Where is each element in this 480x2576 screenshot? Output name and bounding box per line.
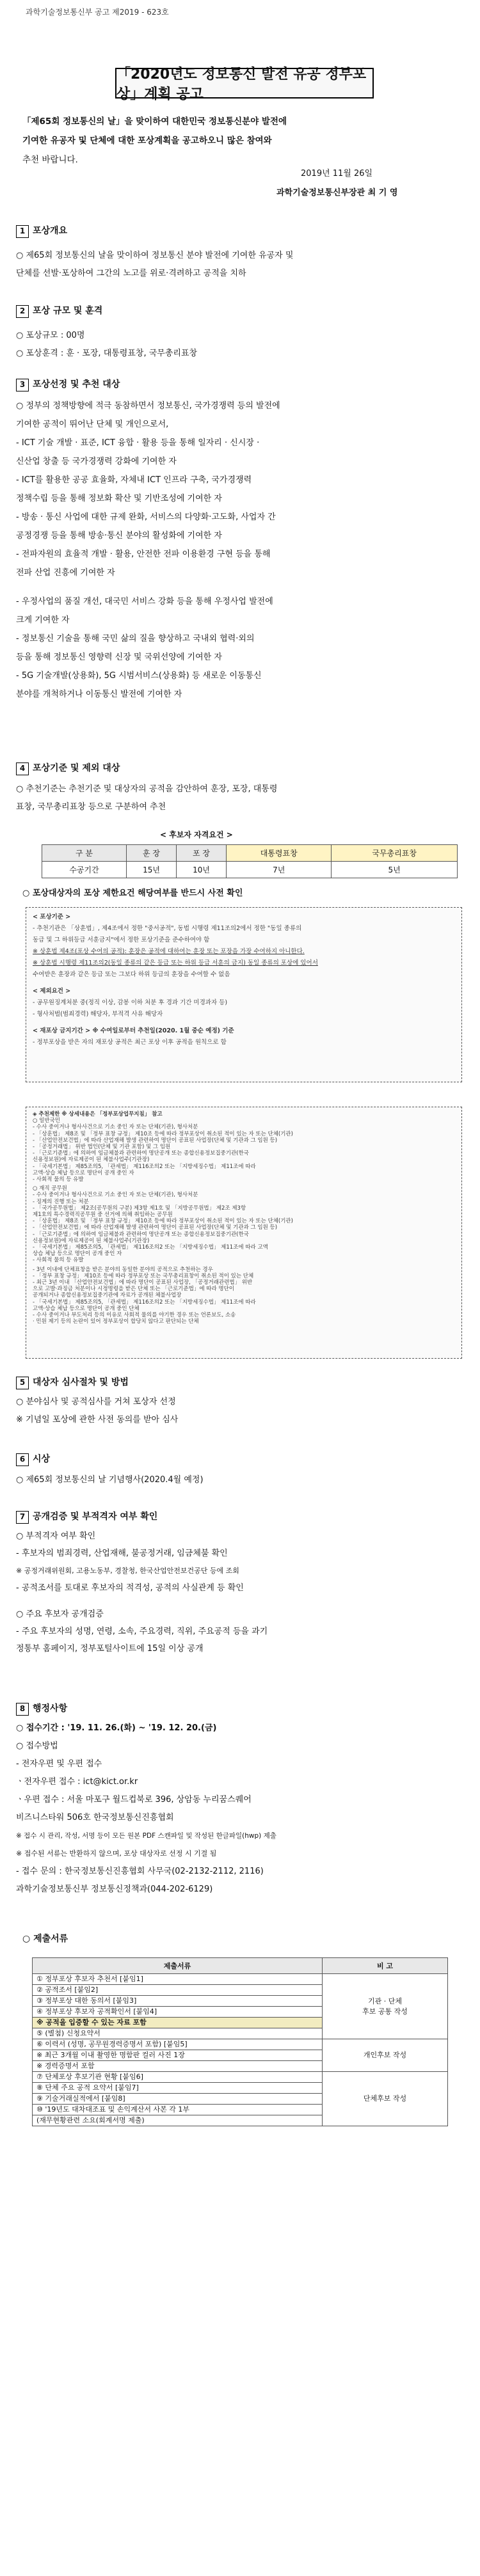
section-scale bbox=[16, 304, 464, 363]
doc-item: ※ 최근 3개월 이내 촬영한 명함판 컬러 사진 1장 bbox=[33, 2050, 323, 2061]
notice-subheading: ◈ 추천제한 ※ 상세내용은 「정부포상업무지침」 참고 bbox=[33, 1111, 163, 1118]
table-header: 구 분 bbox=[42, 845, 127, 862]
text-line: - ICT 기술 개발 · 표준, ICT 융합 · 활용 등을 통해 일자리 · 신시장 · bbox=[16, 438, 260, 448]
section-verification bbox=[16, 1510, 464, 1657]
text-line: ※ 접수된 서류는 반환하지 않으며, 포상 대상자로 선정 시 기결 됨 bbox=[16, 1849, 217, 1858]
section-body bbox=[16, 780, 464, 816]
text-line: 정책수립 등을 통해 정보화 확산 및 기반조성에 기여한 자 bbox=[16, 494, 222, 503]
notice-line: - 「정부 표창 규정」 제10조 등에 따라 정부포상 또는 국무총리표창이 취소된 적이 있는 단체 bbox=[33, 1272, 254, 1279]
text-line: ※ 공정거래위원회, 고용노동부, 경찰청, 한국산업안전보건공단 등에 조회 bbox=[16, 1567, 239, 1575]
notice-line: 고액·상습 체납 등으로 명단이 공개 중인 자 bbox=[33, 1169, 134, 1176]
notice-box-criteria bbox=[26, 907, 462, 1082]
section-number: 2 bbox=[16, 305, 29, 318]
section-body bbox=[16, 1719, 464, 1899]
notice-subheading: < 포상기준 > bbox=[33, 913, 71, 921]
text-line: ㆍ전자우편 접수 : ict@kict.or.kr bbox=[16, 1777, 138, 1787]
section-title: 포상 규모 및 훈격 bbox=[33, 306, 103, 316]
announcement-date: 2019년 11월 26일 bbox=[301, 169, 373, 178]
notice-line: - 「근로기준법」에 의하여 임금체불과 관련하여 명단공개 또는 종합신용정보집중기관(한국 bbox=[33, 1231, 249, 1238]
doc-item: ※ 경력증명서 포함 bbox=[33, 2061, 323, 2072]
notice-line: · 민원 제기 등의 논란이 있어 정부포상이 합당치 않다고 판단되는 단체 bbox=[33, 1318, 199, 1325]
section-number: 3 bbox=[16, 379, 29, 391]
submission-docs-heading: ○ 제출서류 bbox=[22, 1934, 68, 1944]
section-number: 6 bbox=[16, 1453, 29, 1466]
section-title: 시상 bbox=[33, 1454, 51, 1464]
text-line: 신산업 창출 등 국가경쟁력 강화에 기여한 자 bbox=[16, 457, 177, 466]
section-number: 4 bbox=[16, 763, 29, 775]
doc-item: ① 정부포상 후보자 추천서 [붙임1] bbox=[33, 1974, 323, 1985]
doc-item: (재무현황관련 소요(회계서명 제출) bbox=[33, 2115, 323, 2126]
doc-item: ④ 정부포상 후보자 공적확인서 [붙임4] bbox=[33, 2007, 323, 2018]
text-line: 기여한 공적이 뛰어난 단체 및 개인으로서, bbox=[16, 420, 169, 429]
notice-line: - 추천기관은 「상훈법」, 제4조에서 정한 "중서공적", 동법 시행령 제11조의2에서 정한 "동일 종류의 bbox=[33, 925, 302, 932]
award-table-caption: < 후보자 자격요건 > bbox=[160, 830, 233, 839]
doc-item: ⑧ 단체 주요 공적 요약서 [붙임7] bbox=[33, 2083, 323, 2094]
notice-line: - 수사 중이거나 형사사건으로 기소 중인 자 또는 단체(기관), 형사처분 bbox=[33, 1124, 198, 1131]
notice-line: - 「상훈법」 제8조 및 「정부 표창 규정」 제10조 등에 따라 정부포상이 취소된 적이 있는 자 또는 단체(기관) bbox=[33, 1130, 293, 1137]
section-review bbox=[16, 1375, 464, 1429]
section-number: 1 bbox=[16, 225, 29, 238]
text-line: ○ 분야심사 및 공적심사를 거쳐 포상자 선정 bbox=[16, 1397, 176, 1407]
notice-line: - 형사처벌(범죄경력) 해당자, 부적격 사유 해당자 bbox=[33, 1011, 163, 1018]
text-line: ○ 포상규모 : 00명 bbox=[16, 331, 85, 340]
text-line: 공정경쟁 등을 통해 방송·통신 분야의 활성화에 기여한 자 bbox=[16, 531, 222, 541]
notice-line: - 정부포상을 받은 자의 재포상 공적은 최근 포상 이후 공적을 원칙으로 함 bbox=[33, 1039, 227, 1046]
table-header: 국무총리표창 bbox=[332, 845, 458, 862]
text-line: ○ 접수기간 : '19. 11. 26.(화) ~ '19. 12. 20.(금) bbox=[16, 1723, 217, 1733]
section-body bbox=[16, 1471, 464, 1489]
notice-line: - 「국세기본법」 제85조의5, 「관세법」 제116조의2 또는 「지방세징수법」 제11조에 따라 bbox=[33, 1163, 256, 1170]
notice-box-restrictions bbox=[26, 1107, 462, 1359]
doc-item: ⑦ 단체포상 후보기관 현황 [붙임6] bbox=[33, 2072, 323, 2083]
section-heading bbox=[16, 1510, 464, 1524]
doc-item: ⑥ 이력서 (성명, 공무원경력증명서 포함) [붙임5] bbox=[33, 2039, 323, 2050]
section-title: 대상자 심사절차 및 방법 bbox=[33, 1377, 129, 1387]
doc-item: ⑤ (별첨) 신청요약서 bbox=[33, 2028, 323, 2039]
table-header: 비 고 bbox=[323, 1958, 448, 1974]
text-line: ○ 접수방법 bbox=[16, 1741, 58, 1751]
section-heading bbox=[16, 377, 464, 391]
text-line: ○ 부적격자 여부 확인 bbox=[16, 1531, 96, 1541]
text-line: ○ 주요 후보자 공개검증 bbox=[16, 1609, 104, 1619]
notice-line: 상습 체납 등으로 명단이 공개 중인 자 bbox=[33, 1251, 122, 1258]
text-line: - 정보통신 기술을 통해 국민 삶의 질을 향상하고 국내외 협력·외의 bbox=[16, 634, 255, 644]
text-line: ○ 제65회 정보통신의 날 기념행사(2020.4월 예정) bbox=[16, 1475, 204, 1485]
intro-line: 「제65회 정보통신의 날」을 맞이하여 대한민국 정보통신분야 발전에 bbox=[22, 116, 287, 127]
notice-line: ※ 상훈법 시행령 제11조의2(동일 종류의 같은 등급 또는 하위 등급 서훈의 금지) 동일 종류의 포상에 있어서 bbox=[33, 960, 318, 967]
doc-note: 개인후보 작성 bbox=[323, 2039, 448, 2072]
section-heading bbox=[16, 1375, 464, 1389]
table-row bbox=[42, 862, 458, 878]
notice-line: - 「산업안전보건법」에 따라 산업재해 발생 관련하여 명단이 공표된 사업장(단체 및 기관과 그 임원 등) bbox=[33, 1224, 278, 1231]
section-body bbox=[16, 1393, 464, 1429]
text-line: - 전파자원의 효율적 개발 · 활용, 안전한 전파 이용환경 구현 등을 통해 bbox=[16, 549, 271, 559]
notice-subheading: < 제외요건 > bbox=[33, 988, 71, 995]
section-title: 포상기준 및 제외 대상 bbox=[33, 763, 120, 773]
section-body bbox=[16, 1528, 464, 1657]
notice-line: - 「국세기본법」 제85조의5, 「관세법」 제116조의2 또는 「지방세징수법」 제11조에 따라 고액 bbox=[33, 1244, 268, 1251]
notice-line: - 사회적 물의 등 유발 bbox=[33, 1257, 84, 1264]
doc-item: ② 공적조서 [붙임2] bbox=[33, 1985, 323, 1996]
table-row bbox=[33, 2039, 448, 2050]
notice-line: - 수사 중이거나 부도처리 등의 이유로 사회적 물의를 야기한 경우 또는 언론보도, 소송 bbox=[33, 1312, 236, 1319]
table-cell: 5년 bbox=[332, 862, 458, 878]
text-line: 등을 통해 정보통신 영향력 신장 및 국위선양에 기여한 자 bbox=[16, 652, 222, 662]
text-line: ※ 접수 시 관리, 작성, 서명 등이 모든 원본 PDF 스캔파일 및 작성된 한글파일(hwp) 제출 bbox=[16, 1832, 276, 1840]
notice-line: - 수사 중이거나 형사사건으로 기소 중인 자 또는 단체(기관), 형사처분 bbox=[33, 1192, 198, 1199]
section-ceremony bbox=[16, 1452, 464, 1489]
text-line: 단체를 선발·포상하여 그간의 노고를 위로·격려하고 공적을 치하 bbox=[16, 269, 246, 278]
section-overview bbox=[16, 224, 464, 283]
table-header-row bbox=[42, 845, 458, 862]
text-line: - 방송 · 통신 사업에 대한 규제 완화, 서비스의 다양화·고도화, 사업자 간 bbox=[16, 512, 276, 522]
table-cell: 7년 bbox=[227, 862, 332, 878]
notice-line: 수여받은 훈장과 같은 등급 또는 그보다 하위 등급의 훈장을 수여할 수 없음 bbox=[33, 971, 230, 978]
section-criteria bbox=[16, 761, 464, 816]
intro-line: 기여한 유공자 및 단체에 대한 포상계획을 공고하오니 많은 참여와 bbox=[22, 136, 272, 146]
notice-line: - 「상훈법」 제8조 및 「정부 표창 규정」 제10조 등에 따라 정부포상이 취소된 적이 있는 자 또는 단체(기관) bbox=[33, 1218, 293, 1225]
notice-line: ※ 상훈법 제4조(포상 수여의 공적): 훈장은 공적에 대하여는 훈장 또는 포장을 가장 수여하지 아니한다. bbox=[33, 948, 305, 955]
section-heading bbox=[16, 1452, 464, 1466]
text-line: ※ 기념일 포상에 관한 사전 동의를 받아 심사 bbox=[16, 1415, 179, 1425]
table-cell: 10년 bbox=[177, 862, 227, 878]
text-line: - 우정사업의 품질 개선, 대국민 서비스 강화 등을 통해 우정사업 발전에 bbox=[16, 597, 273, 606]
text-line: - 접수 문의 : 한국정보통신진흥협회 사무국(02-2132-2112, 2116) bbox=[16, 1867, 264, 1876]
text-line: 분야를 개척하거나 이동통신 발전에 기여한 자 bbox=[16, 690, 182, 699]
text-line: 전파 산업 진흥에 기여한 자 bbox=[16, 568, 115, 578]
section-admin bbox=[16, 1702, 464, 1899]
notice-line: - 「산업안전보건법」에 따라 산업재해 발생 관련하여 명단이 공표된 사업장(단체 및 기관과 그 임원 등) bbox=[33, 1137, 278, 1144]
notice-line: - 공무원징계처분 중(정직 이상, 감봉 이하 처분 후 경과 기간 미경과자 등) bbox=[33, 999, 228, 1006]
text-line: - 주요 후보자의 성명, 연령, 소속, 주요경력, 직위, 주요공적 등을 과기 bbox=[16, 1627, 268, 1636]
table-row bbox=[33, 1974, 448, 1985]
doc-note: 기관 · 단체 후보 공통 작성 bbox=[323, 1974, 448, 2039]
text-line: 크게 기여한 자 bbox=[16, 615, 70, 625]
doc-item: ※ 공적을 입증할 수 있는 자료 포함 bbox=[33, 2018, 323, 2028]
text-line: 비즈니스타워 506호 한국정보통신진흥협회 bbox=[16, 1813, 174, 1822]
doc-note: 단체후보 작성 bbox=[323, 2072, 448, 2126]
notice-line: - 3년 이내에 단체표창을 받은 분야의 동일한 분야의 공적으로 추천하는 경우 bbox=[33, 1266, 213, 1273]
table-header: 대통령표창 bbox=[227, 845, 332, 862]
intro-paragraph bbox=[22, 112, 464, 170]
notice-line: 고액·상습 체납 등으로 명단이 공개 중인 단체 bbox=[33, 1305, 140, 1312]
text-line: - 공적조서를 토대로 후보자의 적격성, 공적의 사실관계 등 확인 bbox=[16, 1583, 244, 1593]
text-line: - 후보자의 범죄경력, 산업재해, 불공정거래, 임금체불 확인 bbox=[16, 1549, 228, 1558]
notice-line: 신용정보원)에 자료제공이 된 체불사업주(기관장) bbox=[33, 1157, 150, 1164]
notice-line: ○ 재직 공무원 bbox=[33, 1185, 67, 1192]
notice-line: - 「국가공무원법」 제2조(공무원의 구분) 제3항 제1호 및 「지방공무원법」 제2조 제3항 bbox=[33, 1205, 246, 1212]
award-requirements-table bbox=[42, 844, 458, 878]
notice-line: - 「공정거래법」 위반 법인(단체 및 기관 포함) 및 그 임원 bbox=[33, 1144, 171, 1151]
text-line: - 전자우편 및 우편 접수 bbox=[16, 1759, 102, 1769]
section-eligibility bbox=[16, 377, 464, 704]
section-number: 5 bbox=[16, 1377, 29, 1389]
section-heading bbox=[16, 304, 464, 318]
doc-item: ⑩ '19년도 대차대조표 및 손익계산서 사본 각 1부 bbox=[33, 2105, 323, 2115]
notice-line: ○ 일반국민 bbox=[33, 1118, 60, 1125]
submission-docs-table bbox=[32, 1957, 448, 2126]
table-header: 제출서류 bbox=[33, 1958, 323, 1974]
section-heading bbox=[16, 1702, 464, 1716]
notice-line: 제1호의 특수경력직공무원 중 선거에 의해 취임하는 공무원 bbox=[33, 1212, 173, 1219]
notice-line: 신용정보원)에 자료제공이 된 체불사업주(기관장) bbox=[33, 1237, 150, 1244]
notice-line: - 「국세기본법」 제85조의5, 「관세법」 제116조의2 또는 「지방세징수법」 제11조에 따라 bbox=[33, 1299, 256, 1306]
notice-line: - 징계의 진행 또는 처분 bbox=[33, 1198, 89, 1205]
table-row bbox=[33, 2072, 448, 2083]
section-body bbox=[16, 397, 464, 704]
text-line: - ICT를 활용한 공공 효율화, 자체내 ICT 인프라 구축, 국가경쟁력 bbox=[16, 475, 252, 485]
notice-line: - 「근로기준법」에 의하여 임금체불과 관련하여 명단공개 또는 종합신용정보집중기관(한국 bbox=[33, 1150, 249, 1157]
section-heading bbox=[16, 224, 464, 238]
text-line: ○ 정부의 정책방향에 적극 동참하면서 정보통신, 국가경쟁력 등의 발전에 bbox=[16, 401, 280, 411]
table-header: 훈 장 bbox=[127, 845, 177, 862]
text-line: ㆍ우편 접수 : 서울 마포구 월드컵북로 396, 상암동 누리꿈스퀘어 bbox=[16, 1795, 252, 1805]
section-number: 7 bbox=[16, 1511, 29, 1524]
section-body bbox=[16, 327, 464, 363]
text-line: - 5G 기술개발(상용화), 5G 시범서비스(상용화) 등 새로운 이동통신 bbox=[16, 671, 262, 681]
notice-line: - 사회적 물의 등 유발 bbox=[33, 1176, 84, 1183]
table-header-row bbox=[33, 1958, 448, 1974]
text-line: ○ 추천기준는 추천기준 및 대상자의 공적을 감안하여 훈장, 포장, 대통령 bbox=[16, 784, 278, 794]
notice-line: - 최근 3년 이내 「산업안전보건법」에 따라 명단이 공표된 사업장, 「공정거래관련법」 위반 bbox=[33, 1279, 253, 1286]
text-line: 표창, 국무총리표창 등으로 구분하여 추천 bbox=[16, 802, 166, 812]
doc-item: ③ 정부포상 대한 동의서 [붙임3] bbox=[33, 1996, 323, 2007]
section-title: 행정사항 bbox=[33, 1703, 68, 1714]
table-cell: 15년 bbox=[127, 862, 177, 878]
notice-line: 으로 고발·과징금 처분이나 시정명령을 받은 단체 또는 「근로기준법」에 따라 명단이 bbox=[33, 1286, 234, 1293]
text-line: ○ 제65회 정보통신의 날을 맞이하여 정보통신 분야 발전에 기여한 유공자 및 bbox=[16, 251, 294, 260]
section-title: 포상선정 및 추천 대상 bbox=[33, 379, 120, 390]
text-line: 정통부 홈페이지, 정부포털사이트에 15일 이상 공개 bbox=[16, 1644, 204, 1654]
section-number: 8 bbox=[16, 1703, 29, 1716]
document-title: 「2020년도 정보통신 발전 유공 정부포상」계획 공고 bbox=[115, 68, 374, 99]
notice-line: 공개되거나 종합신용정보집중기관에 자료가 공개된 체불사업장 bbox=[33, 1292, 182, 1299]
text-line: 과학기술정보통신부 정보통신정책과(044-202-6129) bbox=[16, 1885, 213, 1894]
table-header: 포 장 bbox=[177, 845, 227, 862]
notice-intro: ○ 포상대상자의 포상 제한요건 해당여부를 반드시 사전 확인 bbox=[22, 889, 243, 898]
notice-subheading: < 재포상 금지기간 > ※ 수여일로부터 추천일(2020. 1월 중순 예정) 기준 bbox=[33, 1027, 234, 1034]
section-body bbox=[16, 247, 464, 283]
table-cell: 수공기간 bbox=[42, 862, 127, 878]
signer: 과학기술정보통신부장관 최 기 영 bbox=[276, 188, 398, 198]
text-line: ○ 포상훈격 : 훈 · 포장, 대통령표창, 국무총리표창 bbox=[16, 349, 198, 358]
announcement-number: 과학기술정보통신부 공고 제2019 - 623호 bbox=[26, 8, 169, 17]
section-heading bbox=[16, 761, 464, 775]
section-title: 공개검증 및 부적격자 여부 확인 bbox=[33, 1512, 158, 1522]
section-title: 포상개요 bbox=[33, 226, 68, 236]
intro-line: 추천 바랍니다. bbox=[22, 155, 78, 165]
notice-line: 동급 및 그 하위등급 서훈금지"에서 정한 포상기준을 준수하여야 함 bbox=[33, 936, 210, 944]
doc-item: ⑨ 기술거래실적에서 [붙임8] bbox=[33, 2094, 323, 2105]
